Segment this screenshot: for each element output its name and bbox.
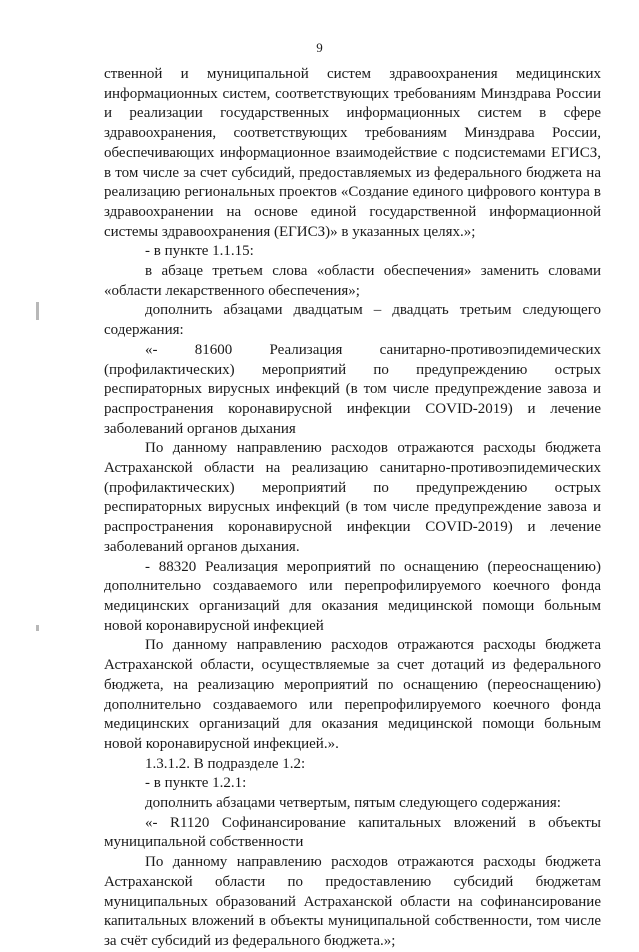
paragraph: По данному направлению расходов отражаются расходы бюджета Астраханской области на реализацию санитарно-противоэпидемических (профилактических) мероприятий по предупреждению острых респираторных вирусных инфекций (в том числе предупреждение завоза и распространения коронавирусной инфекции COVID-2019) и лечение заболеваний органов дыхания.	[104, 440, 601, 555]
page-number: 9	[316, 40, 323, 55]
paragraph: «- R1120 Софинансирование капитальных вложений в объекты муниципальной собственности	[104, 814, 601, 851]
paragraph: ственной и муниципальной систем здравоохранения медицинских информационных систем, соответствующих требованиям Минздрава России и реализации государственных информационных систем в сфере здравоохранения, соответствующих требованиям Минздрава России, обеспечивающих информационное взаимодействие с подсистемами ЕГИСЗ, в том числе за счет субсидий, предоставляемых из федерального бюджета на реализацию региональных проектов «Создание единого цифрового контура в здравоохранении на основе единой государственной информационной системы здравоохранения (ЕГИСЗ)» в указанных целях.»;	[104, 66, 601, 240]
paragraph: По данному направлению расходов отражаются расходы бюджета Астраханской области по предоставлению субсидий бюджетам муниципальных образований Астраханской области на софинансирование капитальных вложений в объекты муниципальной собственности, том числе за счёт субсидий из федерального бюджета.»;	[104, 854, 601, 949]
paragraph: - 88320 Реализация мероприятий по оснащению (переоснащению) дополнительно создаваемого или перепрофилируемого коечного фонда медицинских организаций для оказания медицинской помощи больным новой коронавирусной инфекцией	[104, 558, 601, 634]
binding-hole-mark	[36, 625, 39, 631]
document-body	[104, 65, 601, 952]
paragraph: - в пункте 1.2.1:	[145, 775, 247, 792]
paragraph: «- 81600 Реализация санитарно-противоэпидемических (профилактических) мероприятий по предупреждению острых респираторных вирусных инфекций (в том числе предупреждение завоза и распространения коронавирусной инфекции COVID-2019) и лечение заболеваний органов дыхания	[104, 341, 601, 437]
paragraph: 1.3.1.2. В подразделе 1.2:	[145, 755, 306, 772]
paragraph: - в пункте 1.1.15:	[145, 243, 254, 260]
binding-hole-mark	[36, 302, 39, 320]
paragraph: дополнить абзацами четвертым, пятым следующего содержания:	[145, 795, 561, 812]
paragraph: дополнить абзацами двадцатым – двадцать третьим следующего содержания:	[104, 302, 601, 339]
paragraph: в абзаце третьем слова «области обеспечения» заменить словами «области лекарственного обеспечения»;	[104, 263, 601, 299]
paragraph: По данному направлению расходов отражаются расходы бюджета Астраханской области, осуществляемые за счет дотаций из федерального бюджета, на реализацию мероприятий по оснащению (переоснащению) дополнительно создаваемого или перепрофилируемого коечного фонда медицинских организаций для оказания медицинской помощи больным новой коронавирусной инфекцией.».	[104, 637, 601, 752]
